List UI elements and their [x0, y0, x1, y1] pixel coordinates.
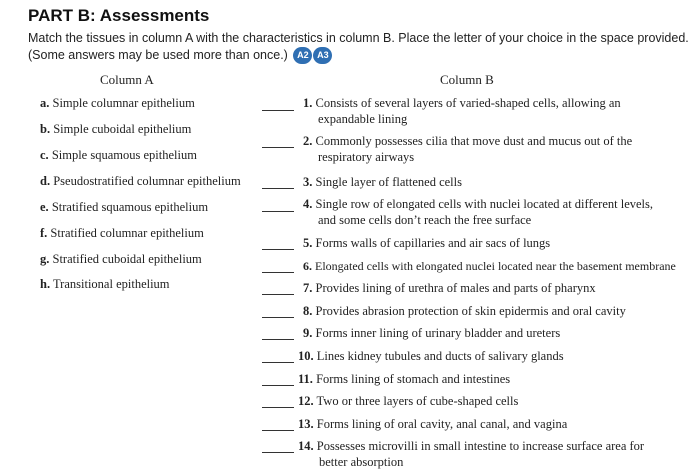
item-text: Simple columnar epithelium [52, 96, 195, 110]
item-text: Stratified cuboidal epithelium [52, 252, 202, 266]
answer-blank-5[interactable] [262, 249, 294, 250]
answer-blank-14[interactable] [262, 452, 294, 453]
item-letter: e. [40, 200, 49, 214]
item-number: 10. [298, 349, 314, 363]
column-a-item [40, 174, 241, 189]
item-number: 8. [303, 304, 313, 318]
part-title: PART B: Assessments [28, 6, 210, 25]
item-text: Provides abrasion protection of skin epidermis and oral cavity [315, 304, 626, 318]
answer-blank-9[interactable] [262, 339, 294, 340]
item-number: 14. [298, 439, 314, 453]
column-a-header: Column A [100, 72, 154, 87]
item-number: 12. [298, 394, 314, 408]
answer-blank-6[interactable] [262, 272, 294, 273]
item-text: Lines kidney tubules and ducts of salivary glands [316, 349, 564, 363]
column-b-item [298, 438, 678, 470]
answer-blank-1[interactable] [262, 110, 294, 111]
badge-a2: A2 [293, 47, 312, 64]
item-number: 1. [303, 96, 313, 110]
column-b-item [303, 235, 683, 251]
column-b-item [298, 393, 678, 409]
item-letter: g. [40, 252, 50, 266]
item-text: Forms lining of stomach and intestines [316, 372, 511, 386]
item-letter: c. [40, 148, 49, 162]
item-text-continued: better absorption [319, 455, 404, 469]
item-text: Possesses microvilli in small intestine to increase surface area for [316, 439, 645, 453]
column-b-item [303, 280, 683, 296]
item-letter: f. [40, 226, 48, 240]
answer-blank-13[interactable] [262, 430, 294, 431]
column-b-item [298, 416, 678, 432]
column-b-item [298, 371, 678, 387]
answer-blank-2[interactable] [262, 147, 294, 148]
column-a-item [40, 226, 204, 241]
item-text-continued: and some cells don’t reach the free surface [318, 213, 532, 227]
item-text: Pseudostratified columnar epithelium [53, 174, 241, 188]
item-text: Stratified squamous epithelium [51, 200, 209, 214]
instructions-text: Match the tissues in column A with the characteristics in column B. Place the letter of your choice in the space provided. (Some answers may be used more than once.) [28, 31, 689, 62]
column-b-item [303, 258, 698, 274]
item-text: Simple cuboidal epithelium [53, 122, 192, 136]
item-text: Elongated cells with elongated nuclei located near the basement membrane [315, 259, 676, 273]
item-number: 5. [303, 236, 313, 250]
answer-blank-8[interactable] [262, 317, 294, 318]
column-b-item [303, 133, 683, 165]
badge-a3: A3 [313, 47, 332, 64]
item-number: 2. [303, 134, 313, 148]
item-letter: h. [40, 277, 51, 291]
column-a-item [40, 96, 195, 111]
item-text: Single layer of flattened cells [315, 175, 462, 189]
item-text: Two or three layers of cube-shaped cells [316, 394, 519, 408]
item-number: 6. [303, 259, 312, 273]
item-text-continued: respiratory airways [318, 150, 415, 164]
item-text: Forms lining of oral cavity, anal canal, and vagina [316, 417, 568, 431]
item-number: 3. [303, 175, 313, 189]
column-b-item [298, 348, 678, 364]
item-text-continued: expandable lining [318, 112, 408, 126]
column-b-item [303, 95, 683, 127]
column-a-item [40, 148, 197, 163]
item-text: Forms walls of capillaries and air sacs of lungs [315, 236, 551, 250]
item-text: Consists of several layers of varied-shaped cells, allowing an [315, 96, 621, 110]
item-number: 7. [303, 281, 313, 295]
item-text: Stratified columnar epithelium [50, 226, 204, 240]
column-a-item [40, 277, 170, 292]
item-text: Provides lining of urethra of males and parts of pharynx [315, 281, 596, 295]
item-text: Forms inner lining of urinary bladder and ureters [315, 326, 561, 340]
answer-blank-3[interactable] [262, 188, 294, 189]
answer-blank-4[interactable] [262, 211, 294, 212]
column-b-item [303, 303, 683, 319]
answer-blank-7[interactable] [262, 294, 294, 295]
column-b-item [303, 325, 683, 341]
item-text: Single row of elongated cells with nuclei located at different levels, [315, 197, 654, 211]
item-number: 9. [303, 326, 313, 340]
answer-blank-10[interactable] [262, 362, 294, 363]
item-number: 11. [298, 372, 313, 386]
instructions [28, 30, 693, 64]
answer-blank-12[interactable] [262, 407, 294, 408]
column-b-item [303, 174, 683, 190]
item-letter: a. [40, 96, 50, 110]
column-b-header: Column B [440, 72, 494, 87]
item-number: 13. [298, 417, 314, 431]
column-a-item [40, 122, 191, 137]
column-a-item [40, 200, 208, 215]
answer-blank-11[interactable] [262, 385, 294, 386]
item-number: 4. [303, 197, 313, 211]
item-text: Transitional epithelium [52, 277, 170, 291]
item-text: Commonly possesses cilia that move dust and mucus out of the [315, 134, 633, 148]
column-b-item [303, 196, 683, 228]
item-letter: d. [40, 174, 51, 188]
column-a-item [40, 252, 202, 267]
item-letter: b. [40, 122, 51, 136]
item-text: Simple squamous epithelium [51, 148, 197, 162]
